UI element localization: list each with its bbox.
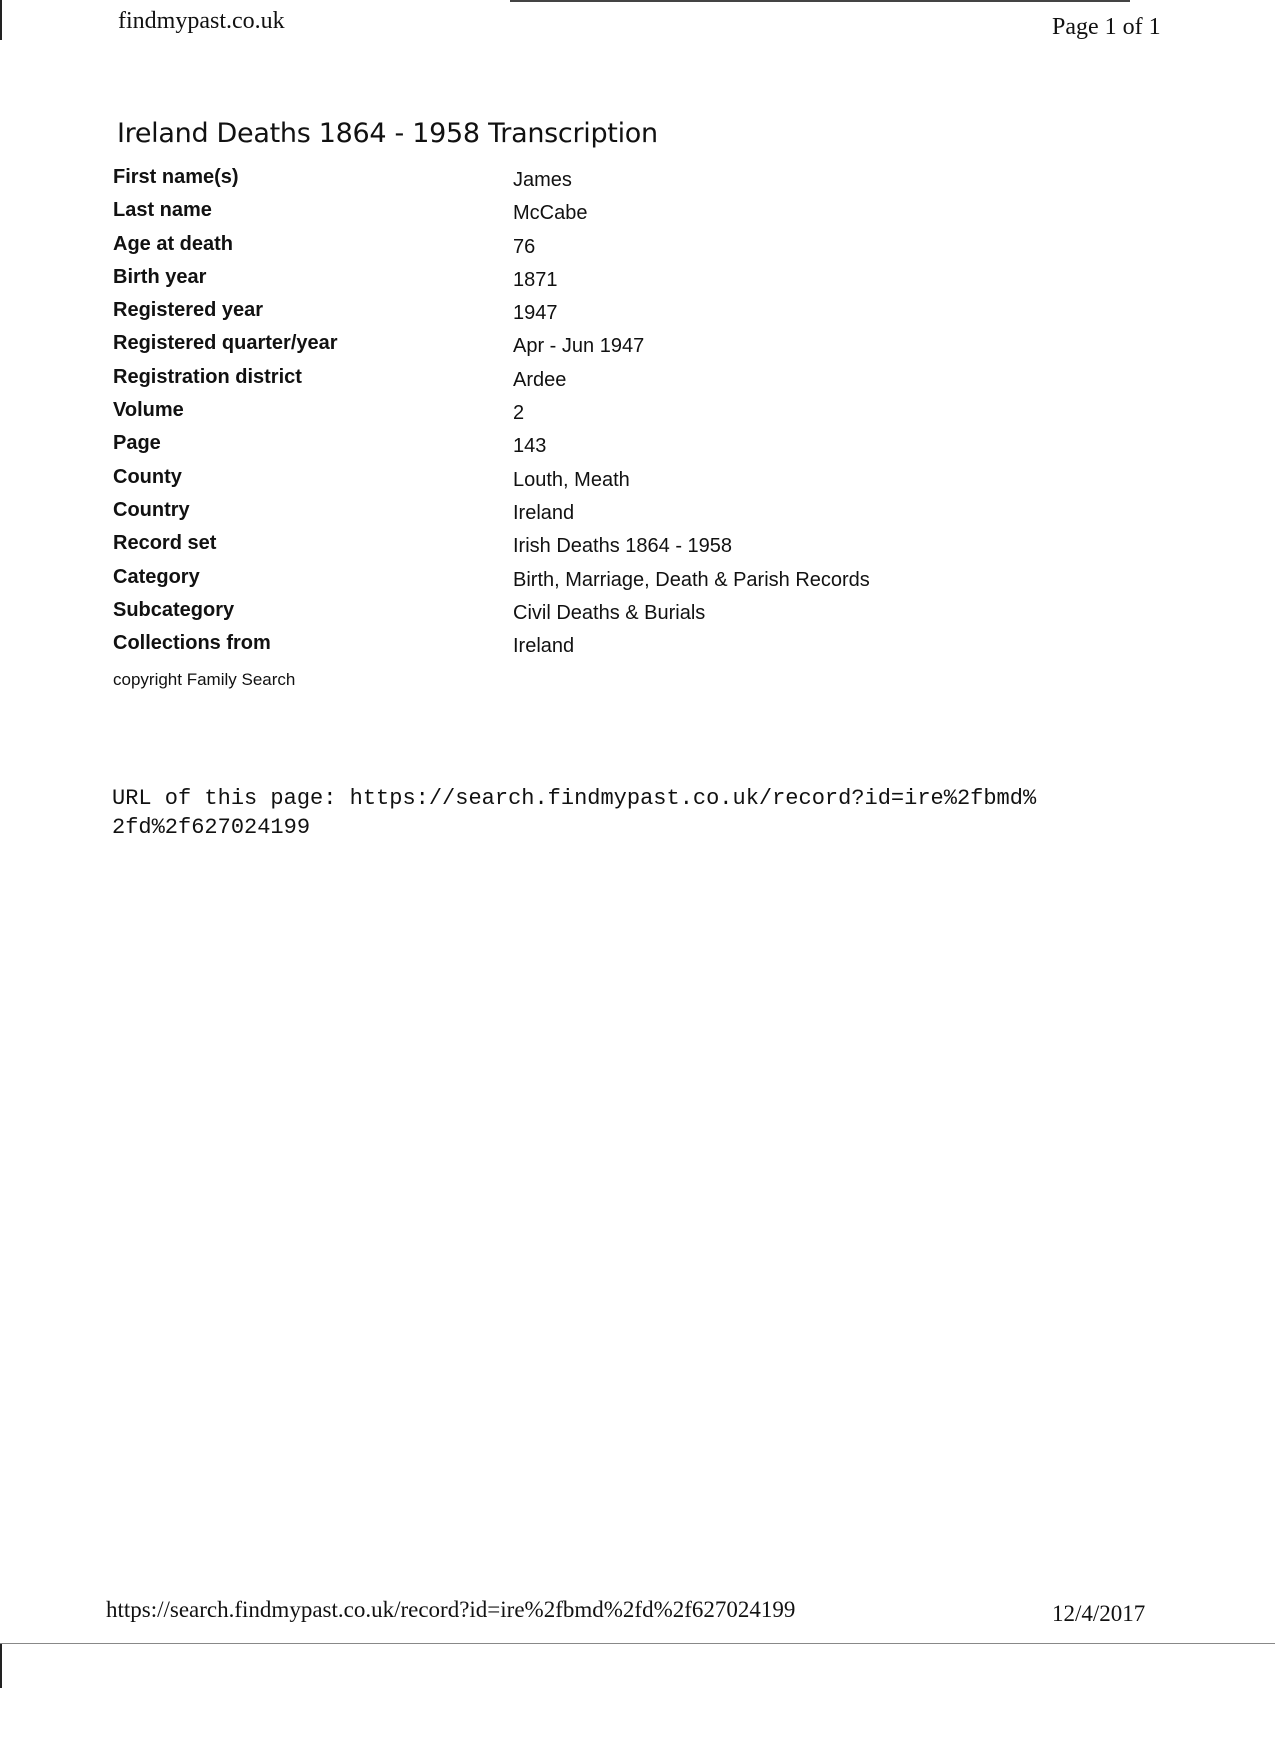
page-number: Page 1 of 1 <box>1052 14 1161 40</box>
field-label: Registered quarter/year <box>113 332 338 355</box>
field-value: 143 <box>513 435 547 458</box>
field-row <box>113 632 1013 665</box>
field-value: Civil Deaths & Burials <box>513 601 706 624</box>
field-row <box>113 299 1013 332</box>
field-label: Registered year <box>113 299 264 322</box>
footer-url: https://search.findmypast.co.uk/record?id=ire%2fbmd%2fd%2f627024199 <box>106 1597 796 1622</box>
field-row <box>113 466 1013 499</box>
field-value: 1871 <box>513 268 558 291</box>
field-label: Age at death <box>113 232 234 255</box>
field-value: James <box>513 169 572 191</box>
field-value: Ireland <box>513 501 575 524</box>
field-value: Ardee <box>513 368 567 391</box>
page-url-line-1: URL of this page: https://search.findmypast.co.uk/record?id=ire%2fbmd% <box>112 786 1037 811</box>
field-label: Birth year <box>113 265 207 288</box>
field-row <box>113 566 1013 599</box>
field-label: First name(s) <box>113 166 239 188</box>
field-label: Page <box>113 432 161 455</box>
scan-edge-left <box>0 0 2 40</box>
field-value: McCabe <box>513 202 588 225</box>
field-row <box>113 499 1013 532</box>
field-row <box>113 266 1013 299</box>
field-value: 76 <box>513 235 536 258</box>
field-row <box>113 599 1013 632</box>
page-url-line-2: 2fd%2f627024199 <box>112 815 311 840</box>
copyright-note: copyright Family Search <box>113 670 296 689</box>
page-url-block <box>112 784 1172 842</box>
field-row <box>113 233 1013 266</box>
field-row <box>113 432 1013 465</box>
field-value: 1947 <box>513 302 558 325</box>
field-label: Collections from <box>113 632 271 655</box>
field-label: Country <box>113 498 190 521</box>
field-value: 2 <box>513 402 525 425</box>
field-value: Louth, Meath <box>513 468 630 491</box>
transcription-fields <box>113 166 1013 665</box>
scan-edge-left-lower <box>0 1643 2 1688</box>
field-label: Volume <box>113 399 184 422</box>
field-row <box>113 366 1013 399</box>
field-row <box>113 166 1013 199</box>
field-value: Birth, Marriage, Death & Parish Records <box>513 568 870 591</box>
field-label: Subcategory <box>113 598 235 621</box>
field-label: Record set <box>113 532 217 555</box>
field-value: Irish Deaths 1864 - 1958 <box>513 535 733 558</box>
field-row <box>113 199 1013 232</box>
field-row <box>113 532 1013 565</box>
field-row <box>113 399 1013 432</box>
scan-fold-line <box>0 1643 1275 1644</box>
field-label: Registration district <box>113 365 302 388</box>
field-value: Apr - Jun 1947 <box>513 335 645 358</box>
field-label: County <box>113 465 182 488</box>
footer-date: 12/4/2017 <box>1052 1601 1146 1626</box>
scan-edge-top <box>510 0 1130 2</box>
field-value: Ireland <box>513 635 575 658</box>
field-row <box>113 332 1013 365</box>
field-label: Category <box>113 565 200 588</box>
site-name: findmypast.co.uk <box>118 8 285 34</box>
field-label: Last name <box>113 199 212 222</box>
document-title: Ireland Deaths 1864 - 1958 Transcription <box>117 118 658 149</box>
